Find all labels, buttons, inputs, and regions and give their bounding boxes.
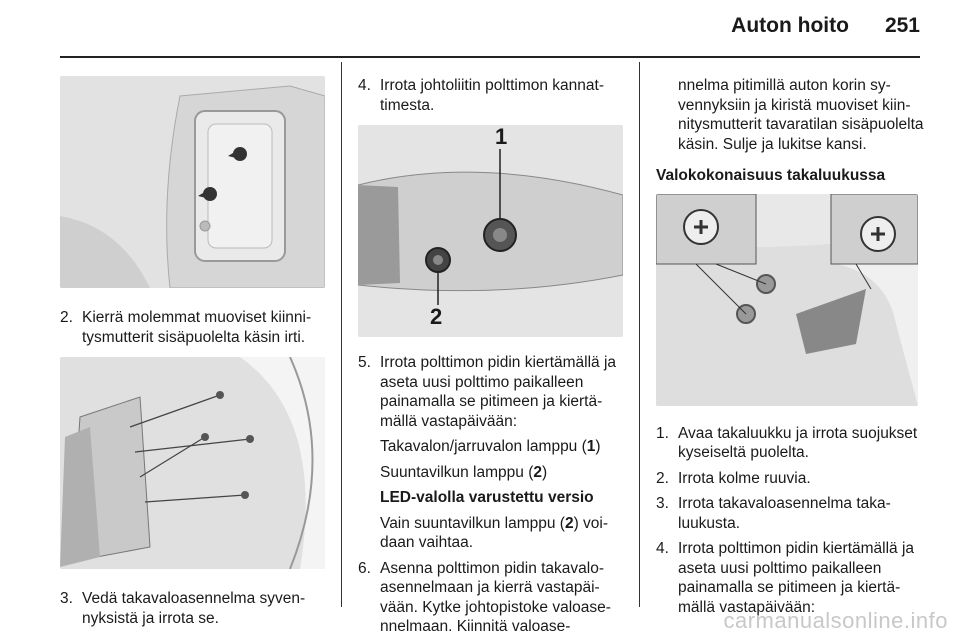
tailgate-screws-illustration	[656, 194, 918, 406]
step-2: 2. Kierrä molemmat muoviset kiinnitysmutterit sisäpuolelta käsin irti.	[60, 309, 312, 346]
step-6-continued: nnelma pitimillä auton korin syvennyksiin ja kiristä muoviset kiinnitysmutterit tavaratilan sisäpuolelta käsin. Sulje ja lukitse kansi.	[678, 77, 924, 153]
column-2	[358, 62, 623, 637]
led-text: Vain suuntavilkun lamppu (2) voidaan vaihtaa.	[380, 514, 609, 551]
step-5: 5. Irrota polttimon pidin kiertämällä ja aseta uusi polttimo paikalleen painamalla se pitimeen ja kiertämällä vastapäivään:	[358, 354, 617, 430]
page-header	[731, 14, 920, 38]
step-4: 4. Irrota johtoliitin polttimon kannattimesta.	[358, 77, 605, 114]
tailgate-step-2: 2. Irrota kolme ruuvia.	[656, 469, 811, 487]
callout-2: 2	[430, 304, 443, 329]
led-heading: LED-valolla varustettu versio	[380, 489, 594, 506]
column-3	[656, 62, 926, 617]
section-heading: Valokokonaisuus takaluukussa	[656, 167, 886, 184]
figure-bulb-holders	[358, 125, 623, 337]
header-rule	[60, 56, 920, 58]
column-1	[60, 62, 325, 628]
tailgate-step-3: 3. Irrota takavaloasennelma takaluukusta.	[656, 495, 891, 532]
figure-tailgate-screws	[656, 194, 918, 406]
step-3: 3. Vedä takavaloasennelma syvennyksistä ja irrota se.	[60, 590, 306, 627]
tailgate-step-1: 1. Avaa takaluukku ja irrota suojukset kyseiseltä puolelta.	[656, 424, 918, 461]
figure-lamp-removal	[60, 357, 325, 569]
fastening-nuts-illustration	[60, 76, 325, 288]
step-6: 6. Asenna polttimon pidin takavaloasennelmaan ja kierrä vastapäivään. Kytke johtopistoke valoasennelmaan. Kiinnitä valoase-	[358, 559, 611, 635]
lamp-removal-illustration	[60, 357, 325, 569]
figure-fastening-nuts	[60, 76, 325, 288]
watermark: carmanualsonline.info	[723, 608, 948, 633]
tailgate-step-4: 4. Irrota polttimon pidin kiertämällä ja aseta uusi polttimo paikalleen painamalla se pitimeen ja kiertämällä vastapäivään:	[656, 540, 915, 616]
lamp-1-line: Takavalon/jarruvalon lamppu (1)	[380, 438, 601, 455]
callout-1: 1	[495, 125, 508, 149]
page-number: 251	[884, 14, 920, 37]
lamp-2-line: Suuntavilkun lamppu (2)	[380, 463, 548, 481]
column-divider-1	[341, 62, 342, 607]
section-title: Auton hoito	[731, 14, 849, 37]
column-divider-2	[639, 62, 640, 607]
bulb-holders-illustration	[358, 125, 623, 337]
